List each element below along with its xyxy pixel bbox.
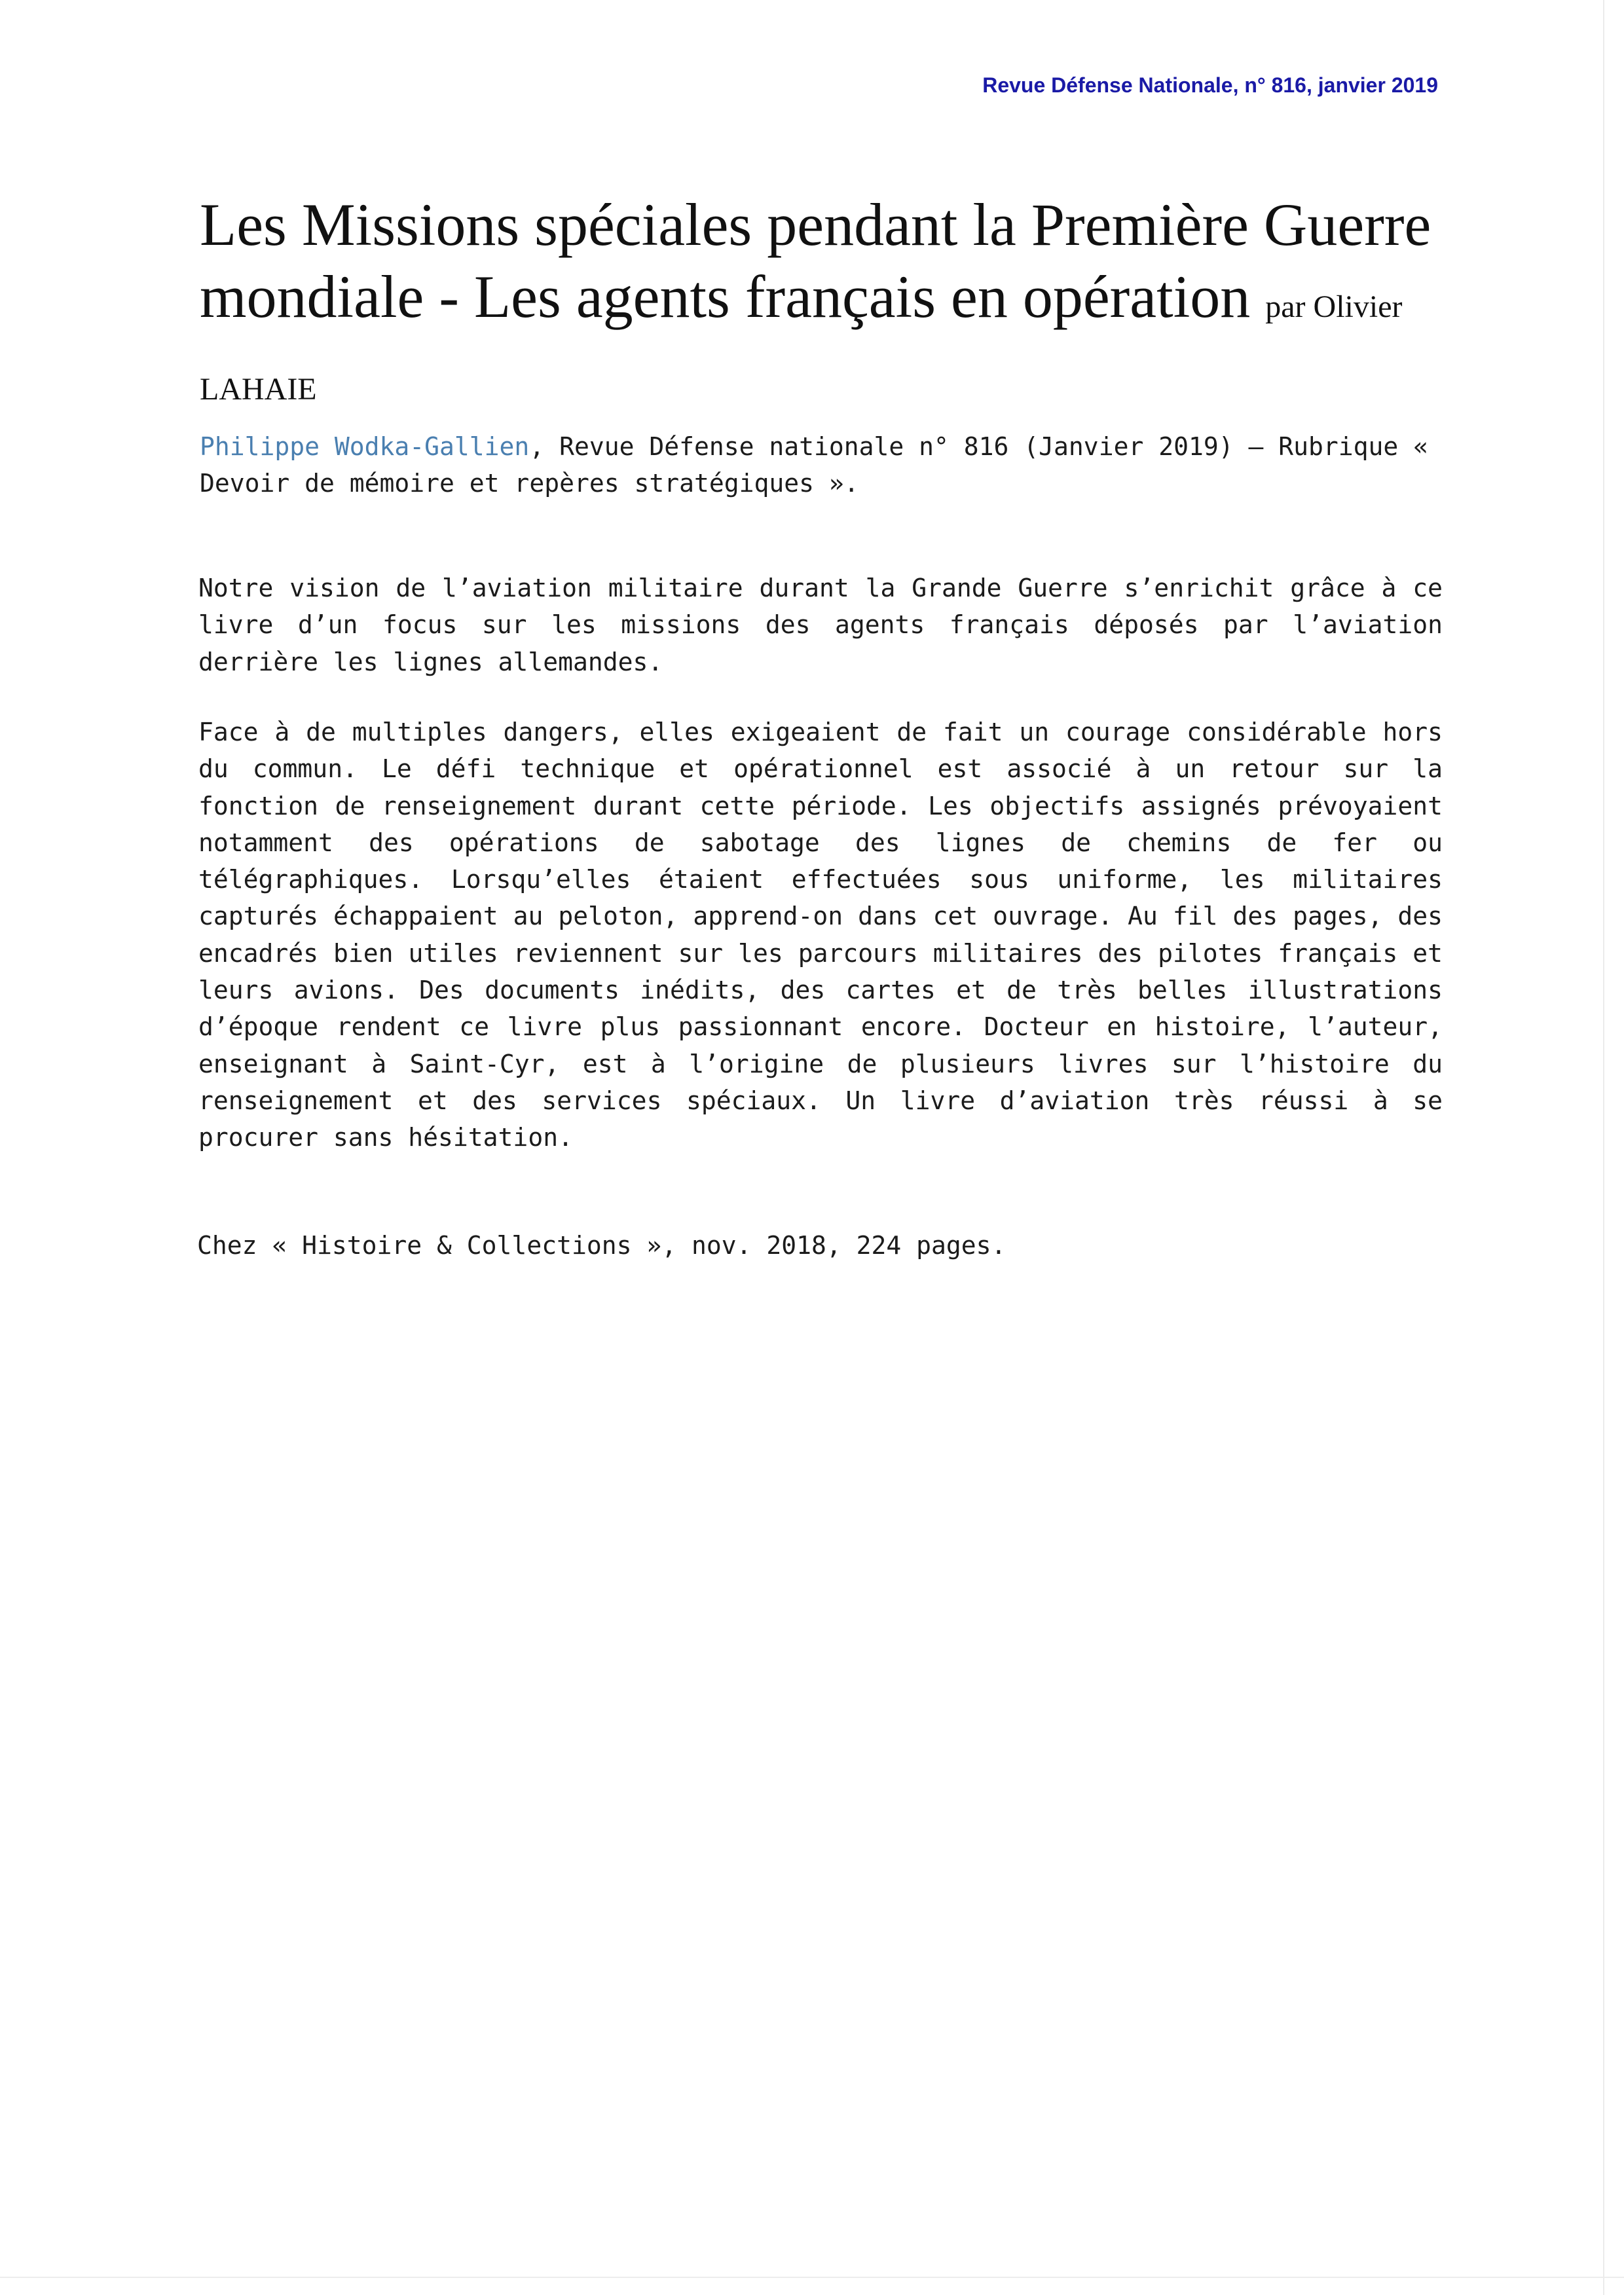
- scan-edge-bottom: [0, 2277, 1624, 2278]
- paragraph-review: Face à de multiples dangers, elles exigeaient de fait un courage considérable hors du commun. Le défi technique et opérationnel est associé à un retour sur la fonction de renseignement durant cette période. Les objectifs assignés prévoyaient notamment des opérations de sabotage des lignes de chemins de fer ou télégraphiques. Lorsqu’elles étaient effectuées sous uniforme, les militaires capturés échappaient au peloton, apprend-on dans cet ouvrage. Au fil des pages, des encadrés bien utiles reviennent sur les parcours militaires des pilotes français et leurs avions. Des documents inédits, des cartes et de très belles illustrations d’époque rendent ce livre plus passionnant encore. Docteur en histoire, l’auteur, enseignant à Saint-Cyr, est à l’origine de plusieurs livres sur l’histoire du renseignement et des services spéciaux. Un livre d’aviation très réussi à se procurer sans hésitation.: [198, 718, 1443, 1152]
- scan-edge-right: [1603, 0, 1604, 2295]
- book-author: par Olivier LAHAIE: [200, 289, 1403, 407]
- byline-details: , Revue Défense nationale n° 816 (Janvier 2019) – Rubrique « Devoir de mémoire et repères stratégiques ».: [200, 432, 1429, 498]
- article-title-block: [200, 189, 1444, 426]
- publisher-info: Chez « Histoire & Collections », nov. 2018, 224 pages.: [197, 1231, 1006, 1260]
- journal-reference: Revue Défense Nationale, n° 816, janvier 2019: [982, 73, 1438, 97]
- paragraph-intro: Notre vision de l’aviation militaire durant la Grande Guerre s’enrichit grâce à ce livre d’un focus sur les missions des agents français déposés par l’aviation derrière les lignes allemandes.: [198, 574, 1443, 676]
- review-byline: [200, 428, 1431, 502]
- article-title: Les Missions spéciales pendant la Première Guerre mondiale - Les agents français en opération: [200, 191, 1431, 330]
- reviewer-link[interactable]: Philippe Wodka-Gallien: [200, 432, 530, 461]
